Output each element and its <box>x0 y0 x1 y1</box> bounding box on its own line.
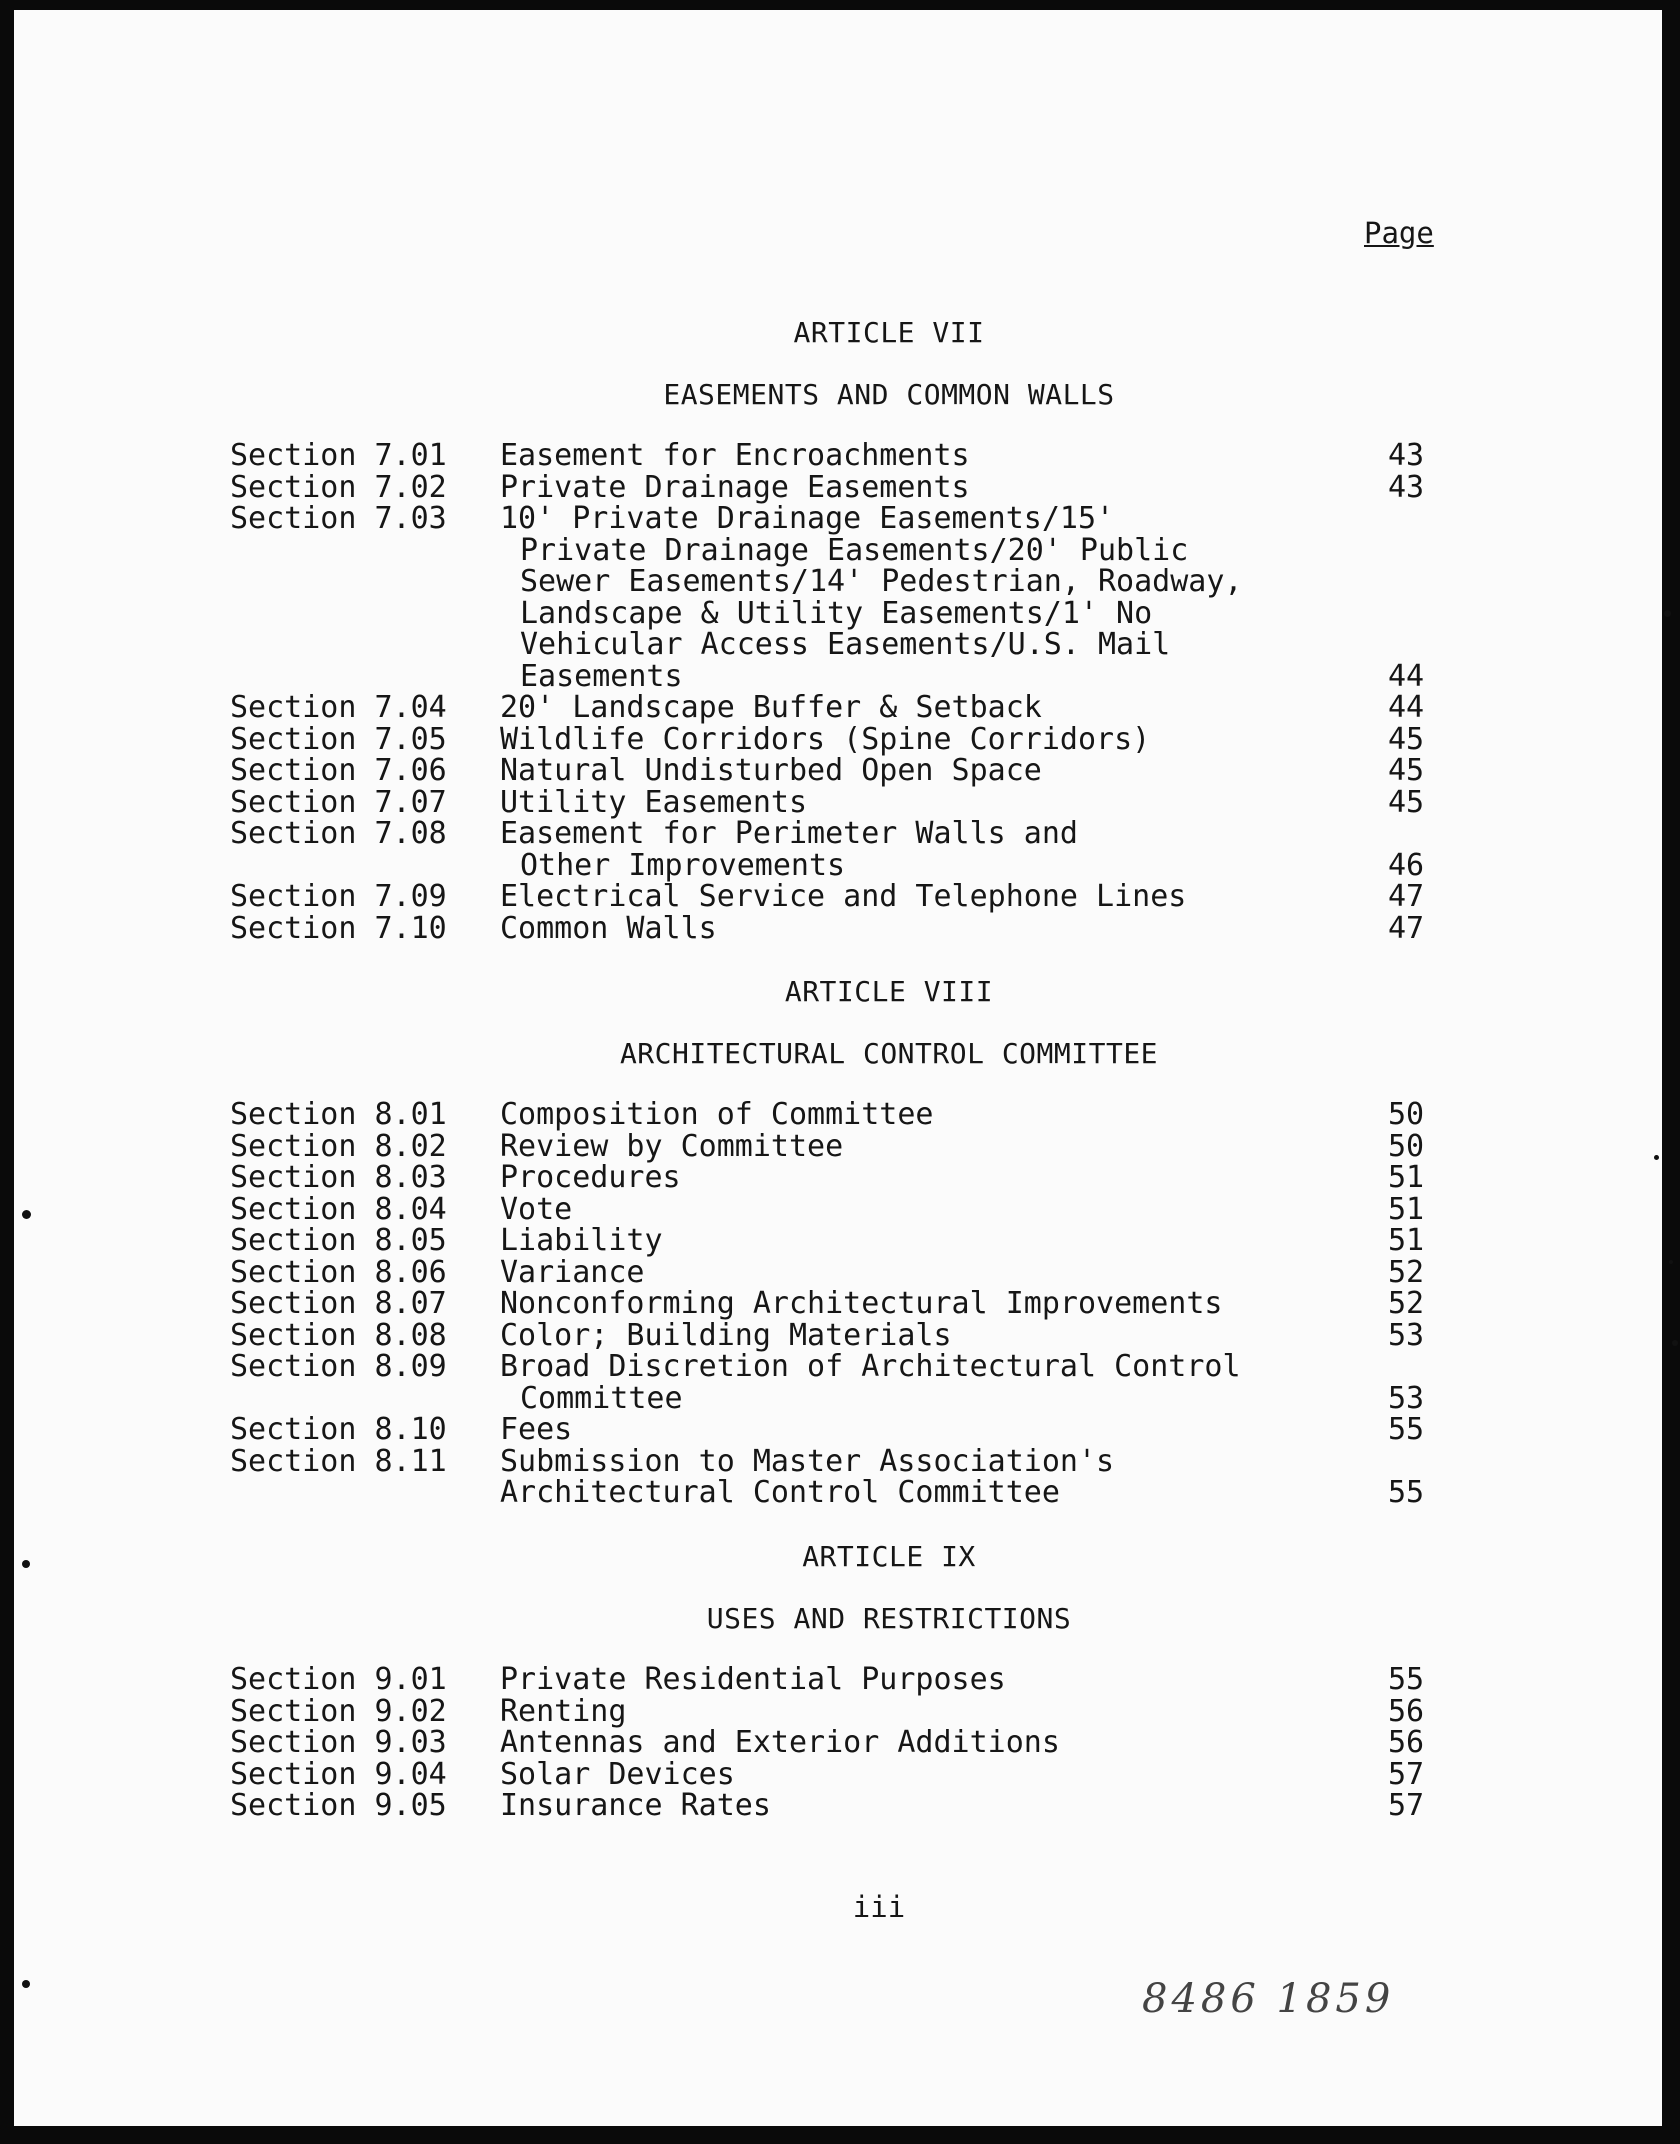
section-title-line: Solar Devices <box>500 1756 735 1792</box>
section-title-line: Easement for Encroachments <box>500 438 970 473</box>
scan-speck <box>1672 1340 1678 1346</box>
section-number: Section 8.05 <box>230 1223 447 1258</box>
page-number: 56 <box>1388 1693 1425 1729</box>
section-number: Section 9.03 <box>230 1725 447 1760</box>
section-title-line: Landscape & Utility Easements/1' No <box>520 595 1153 631</box>
page-number: 57 <box>1388 1756 1425 1792</box>
article-number: ARTICLE IX <box>802 1540 976 1573</box>
article-title: USES AND RESTRICTIONS <box>706 1602 1072 1635</box>
page-number: 51 <box>1388 1160 1425 1195</box>
section-title-line: Color; Building Materials <box>500 1317 952 1353</box>
page-number: 44 <box>1388 658 1425 694</box>
section-title-line: Committee <box>520 1380 683 1416</box>
article-number: ARTICLE VIII <box>784 975 994 1008</box>
page-number: 52 <box>1388 1286 1425 1321</box>
section-number: Section 8.06 <box>230 1254 447 1290</box>
page-number: 53 <box>1388 1317 1425 1353</box>
section-number: Section 7.05 <box>230 721 447 757</box>
section-title-line: Composition of Committee <box>500 1097 934 1132</box>
scan-speck <box>1669 1260 1673 1264</box>
section-title-line: Private Drainage Easements/20' Public <box>520 532 1189 568</box>
scan-speck <box>1654 1155 1659 1160</box>
section-number: Section 8.01 <box>230 1097 447 1132</box>
section-title-line: Antennas and Exterior Additions <box>500 1725 1060 1760</box>
section-title-line: Private Drainage Easements <box>500 469 970 505</box>
scan-speck <box>1664 610 1671 617</box>
section-title-line: Natural Undisturbed Open Space <box>500 753 1042 788</box>
section-number: Section 8.02 <box>230 1128 447 1164</box>
page-number: 45 <box>1388 784 1425 820</box>
article-title: EASEMENTS AND COMMON WALLS <box>663 378 1115 411</box>
scan-speck <box>22 1980 30 1988</box>
section-title-line: Easements <box>520 658 683 694</box>
article-number: ARTICLE VII <box>793 316 985 349</box>
section-number: Section 7.04 <box>230 690 447 725</box>
section-number: Section 7.03 <box>230 501 447 536</box>
section-title-line: Procedures <box>500 1160 681 1195</box>
scan-speck <box>22 1560 30 1568</box>
section-title-line: Liability <box>500 1223 663 1258</box>
page-number: 45 <box>1388 753 1425 788</box>
page-number: 50 <box>1388 1128 1425 1164</box>
section-number: Section 7.02 <box>230 469 447 505</box>
section-title-line: Wildlife Corridors (Spine Corridors) <box>500 721 1151 757</box>
section-title-line: Nonconforming Architectural Improvements <box>500 1286 1223 1321</box>
page-number: 57 <box>1388 1788 1425 1823</box>
section-number: Section 9.04 <box>230 1756 447 1792</box>
section-title-line: 10' Private Drainage Easements/15' <box>500 501 1115 536</box>
section-title-line: Easement for Perimeter Walls and <box>500 816 1078 851</box>
section-number: Section 7.07 <box>230 784 447 820</box>
section-number: Section 8.09 <box>230 1349 447 1384</box>
document-page <box>14 10 1662 2126</box>
section-title-line: Electrical Service and Telephone Lines <box>500 879 1187 914</box>
section-number: Section 8.10 <box>230 1412 447 1447</box>
section-number: Section 7.09 <box>230 879 447 914</box>
section-title-line: Review by Committee <box>500 1128 844 1164</box>
page-column-label: Page <box>1364 216 1434 250</box>
section-title-line: Private Residential Purposes <box>500 1662 1006 1697</box>
section-title-line: Renting <box>500 1693 627 1729</box>
section-number: Section 8.08 <box>230 1317 447 1353</box>
page-number: 51 <box>1388 1223 1425 1258</box>
section-number: Section 9.05 <box>230 1788 447 1823</box>
handwritten-book-page-number: 8486 1859 <box>1142 1976 1395 2022</box>
section-title-line: Architectural Control Committee <box>500 1475 1060 1510</box>
article-title: ARCHITECTURAL CONTROL COMMITTEE <box>619 1037 1159 1070</box>
section-number: Section 8.03 <box>230 1160 447 1195</box>
section-title-line: Variance <box>500 1254 645 1290</box>
section-number: Section 9.01 <box>230 1662 447 1697</box>
section-number: Section 8.04 <box>230 1191 447 1227</box>
page-number: 55 <box>1388 1475 1425 1510</box>
section-title-line: Vehicular Access Easements/U.S. Mail <box>520 627 1171 662</box>
page-number: 55 <box>1388 1662 1425 1697</box>
section-title-line: 20' Landscape Buffer & Setback <box>500 690 1042 725</box>
section-number: Section 8.11 <box>230 1443 447 1479</box>
page-number: 43 <box>1388 438 1425 473</box>
section-title-line: Insurance Rates <box>500 1788 771 1823</box>
page-number: 53 <box>1388 1380 1425 1416</box>
page-number: 43 <box>1388 469 1425 505</box>
page-number: 55 <box>1388 1412 1425 1447</box>
section-title-line: Broad Discretion of Architectural Control <box>500 1349 1241 1384</box>
section-number: Section 7.10 <box>230 910 447 946</box>
section-title-line: Other Improvements <box>520 847 846 883</box>
page-number: 51 <box>1388 1191 1425 1227</box>
section-title-line: Sewer Easements/14' Pedestrian, Roadway, <box>520 564 1243 599</box>
page-number: 46 <box>1388 847 1425 883</box>
page-number: 56 <box>1388 1725 1425 1760</box>
page-number: 47 <box>1388 879 1425 914</box>
section-number: Section 7.01 <box>230 438 447 473</box>
section-number: Section 8.07 <box>230 1286 447 1321</box>
scan-speck <box>22 1210 31 1219</box>
page-number: 47 <box>1388 910 1425 946</box>
section-title-line: Common Walls <box>500 910 717 946</box>
section-title-line: Fees <box>500 1412 573 1447</box>
section-number: Section 7.08 <box>230 816 447 851</box>
section-title-line: Utility Easements <box>500 784 808 820</box>
section-number: Section 7.06 <box>230 753 447 788</box>
section-title-line: Vote <box>500 1191 573 1227</box>
page-number: 52 <box>1388 1254 1425 1290</box>
section-title-line: Submission to Master Association's <box>500 1443 1115 1479</box>
page-number: 50 <box>1388 1097 1425 1132</box>
section-number: Section 9.02 <box>230 1693 447 1729</box>
page-number: 44 <box>1388 690 1425 725</box>
page-number: 45 <box>1388 721 1425 757</box>
folio-page-number: iii <box>852 1890 906 1924</box>
